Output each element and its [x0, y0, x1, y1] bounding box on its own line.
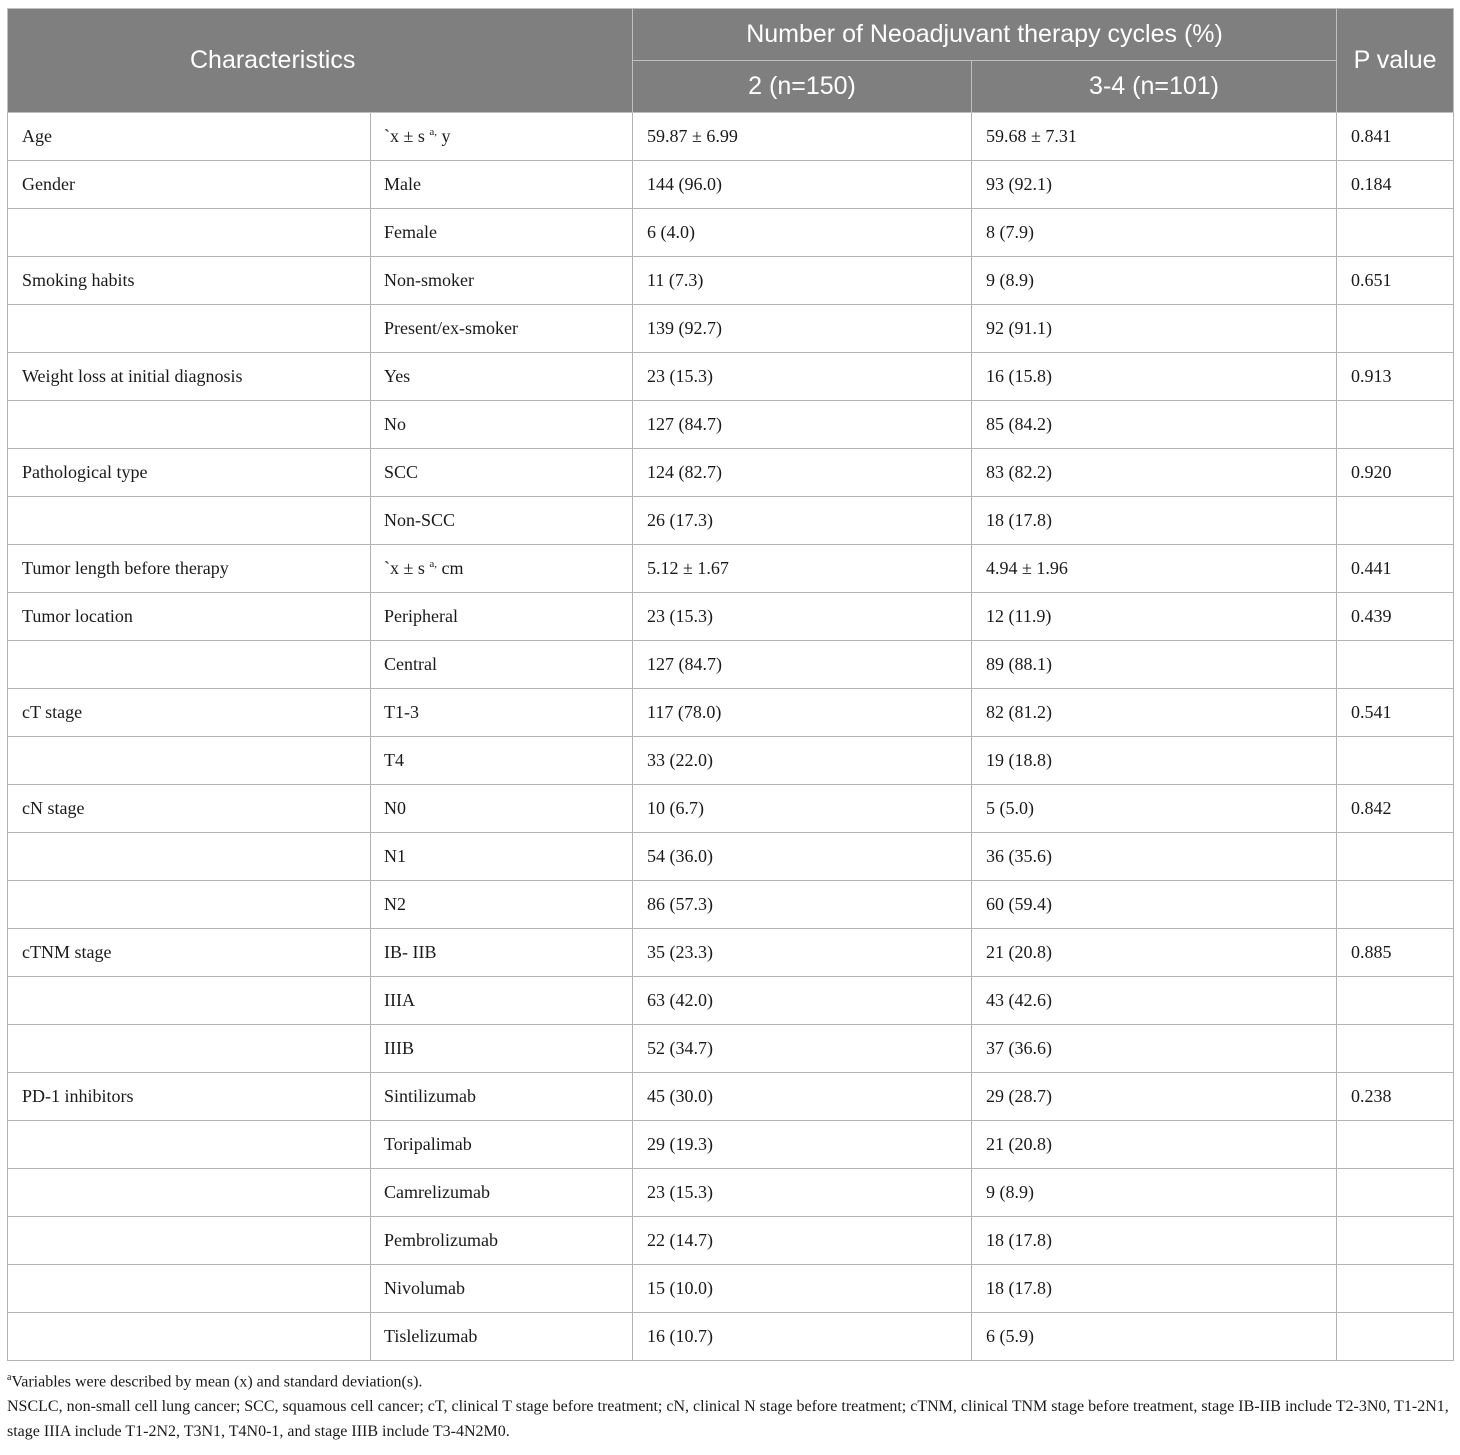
cell-pvalue	[1337, 1025, 1454, 1073]
cell-pvalue	[1337, 305, 1454, 353]
cell-characteristic	[8, 401, 371, 449]
footnote-mark: a,	[429, 126, 438, 138]
cell-pvalue	[1337, 497, 1454, 545]
cell-characteristic	[8, 977, 371, 1025]
header-pvalue: P value	[1337, 9, 1454, 113]
cell-pvalue: 0.913	[1337, 353, 1454, 401]
cell-characteristic: Tumor location	[8, 593, 371, 641]
cell-cycles-3-4: 6 (5.9)	[972, 1313, 1337, 1361]
cell-pvalue	[1337, 1169, 1454, 1217]
cell-subcategory: IB- IIB	[371, 929, 633, 977]
cell-cycles-2: 5.12 ± 1.67	[633, 545, 972, 593]
table-body	[8, 113, 1454, 1361]
cell-cycles-2: 26 (17.3)	[633, 497, 972, 545]
cell-characteristic	[8, 641, 371, 689]
cell-cycles-3-4: 37 (36.6)	[972, 1025, 1337, 1073]
cell-pvalue: 0.441	[1337, 545, 1454, 593]
cell-cycles-2: 127 (84.7)	[633, 641, 972, 689]
cell-pvalue	[1337, 209, 1454, 257]
cell-characteristic: cT stage	[8, 689, 371, 737]
cell-pvalue: 0.885	[1337, 929, 1454, 977]
footnote-mark: a,	[429, 558, 438, 570]
cell-pvalue	[1337, 1265, 1454, 1313]
cell-cycles-2: 144 (96.0)	[633, 161, 972, 209]
table-row	[8, 1025, 1454, 1073]
cell-cycles-2: 127 (84.7)	[633, 401, 972, 449]
cell-characteristic: PD-1 inhibitors	[8, 1073, 371, 1121]
cell-subcategory: Pembrolizumab	[371, 1217, 633, 1265]
cell-cycles-3-4: 36 (35.6)	[972, 833, 1337, 881]
cell-pvalue	[1337, 401, 1454, 449]
cell-pvalue	[1337, 833, 1454, 881]
cell-subcategory: No	[371, 401, 633, 449]
cell-pvalue	[1337, 977, 1454, 1025]
table-row	[8, 929, 1454, 977]
cell-characteristic: cN stage	[8, 785, 371, 833]
cell-cycles-3-4: 4.94 ± 1.96	[972, 545, 1337, 593]
table-row	[8, 977, 1454, 1025]
table-row	[8, 305, 1454, 353]
table-row	[8, 353, 1454, 401]
cell-subcategory: Nivolumab	[371, 1265, 633, 1313]
cell-cycles-3-4: 83 (82.2)	[972, 449, 1337, 497]
cell-subcategory: Peripheral	[371, 593, 633, 641]
cell-cycles-2: 11 (7.3)	[633, 257, 972, 305]
table-row	[8, 449, 1454, 497]
cell-cycles-3-4: 59.68 ± 7.31	[972, 113, 1337, 161]
footnote-abbreviations: NSCLC, non-small cell lung cancer; SCC, squamous cell cancer; cT, clinical T stage before treatment; cN, clinical N stage before treatment; cTNM, clinical TNM stage before treatment, stage IB-IIB include T2-3N0, T1-2N1, stage IIIA include T1-2N2, T3N1, T4N0-1, and stage IIIB include T3-4N2M0.	[7, 1398, 1449, 1441]
cell-characteristic	[8, 737, 371, 785]
table-row	[8, 1313, 1454, 1361]
cell-characteristic: Tumor length before therapy	[8, 545, 371, 593]
table-container	[7, 8, 1453, 1444]
cell-subcategory: N0	[371, 785, 633, 833]
cell-cycles-3-4: 21 (20.8)	[972, 1121, 1337, 1169]
header-col-3-4: 3-4 (n=101)	[972, 61, 1337, 113]
subcategory-unit: y	[437, 126, 451, 146]
footnote-a-mark: a	[7, 1372, 12, 1383]
table-row	[8, 785, 1454, 833]
cell-subcategory: IIIA	[371, 977, 633, 1025]
table-row	[8, 1121, 1454, 1169]
table-header	[8, 9, 1454, 113]
cell-characteristic	[8, 305, 371, 353]
cell-cycles-2: 23 (15.3)	[633, 1169, 972, 1217]
cell-cycles-2: 124 (82.7)	[633, 449, 972, 497]
cell-cycles-2: 6 (4.0)	[633, 209, 972, 257]
table-row	[8, 209, 1454, 257]
cell-cycles-2: 45 (30.0)	[633, 1073, 972, 1121]
cell-cycles-3-4: 18 (17.8)	[972, 1265, 1337, 1313]
cell-characteristic	[8, 497, 371, 545]
cell-pvalue	[1337, 737, 1454, 785]
cell-cycles-3-4: 43 (42.6)	[972, 977, 1337, 1025]
cell-cycles-3-4: 89 (88.1)	[972, 641, 1337, 689]
cell-characteristic: Age	[8, 113, 371, 161]
footnote-a	[7, 1365, 1453, 1394]
subcategory-text: `x ± s	[384, 126, 430, 146]
header-characteristics: Characteristics	[8, 9, 633, 113]
subcategory-text: `x ± s	[384, 558, 430, 578]
cell-subcategory: Non-smoker	[371, 257, 633, 305]
cell-cycles-2: 54 (36.0)	[633, 833, 972, 881]
cell-subcategory: N1	[371, 833, 633, 881]
cell-cycles-2: 117 (78.0)	[633, 689, 972, 737]
cell-pvalue: 0.841	[1337, 113, 1454, 161]
cell-pvalue	[1337, 881, 1454, 929]
table-row	[8, 881, 1454, 929]
cell-cycles-3-4: 18 (17.8)	[972, 1217, 1337, 1265]
table-row	[8, 593, 1454, 641]
cell-subcategory: Yes	[371, 353, 633, 401]
table-row	[8, 833, 1454, 881]
table-row	[8, 161, 1454, 209]
cell-cycles-2: 63 (42.0)	[633, 977, 972, 1025]
cell-cycles-3-4: 60 (59.4)	[972, 881, 1337, 929]
table-row	[8, 689, 1454, 737]
cell-characteristic	[8, 1313, 371, 1361]
table-row	[8, 1217, 1454, 1265]
cell-cycles-3-4: 85 (84.2)	[972, 401, 1337, 449]
table-row	[8, 257, 1454, 305]
cell-characteristic	[8, 881, 371, 929]
cell-pvalue: 0.842	[1337, 785, 1454, 833]
cell-cycles-3-4: 9 (8.9)	[972, 1169, 1337, 1217]
cell-cycles-2: 23 (15.3)	[633, 353, 972, 401]
cell-pvalue	[1337, 641, 1454, 689]
cell-subcategory: Tislelizumab	[371, 1313, 633, 1361]
cell-cycles-3-4: 18 (17.8)	[972, 497, 1337, 545]
cell-cycles-3-4: 8 (7.9)	[972, 209, 1337, 257]
subcategory-unit: cm	[437, 558, 464, 578]
cell-subcategory: Female	[371, 209, 633, 257]
footnotes	[7, 1365, 1453, 1444]
cell-characteristic	[8, 1217, 371, 1265]
cell-pvalue	[1337, 1217, 1454, 1265]
cell-cycles-2: 59.87 ± 6.99	[633, 113, 972, 161]
table-row	[8, 545, 1454, 593]
cell-characteristic: Weight loss at initial diagnosis	[8, 353, 371, 401]
cell-cycles-3-4: 12 (11.9)	[972, 593, 1337, 641]
cell-subcategory: SCC	[371, 449, 633, 497]
cell-pvalue: 0.651	[1337, 257, 1454, 305]
header-group-title: Number of Neoadjuvant therapy cycles (%)	[633, 9, 1337, 61]
cell-pvalue: 0.439	[1337, 593, 1454, 641]
cell-cycles-3-4: 16 (15.8)	[972, 353, 1337, 401]
footnote-a-text: Variables were described by mean (x) and standard deviation(s).	[11, 1373, 423, 1391]
cell-pvalue	[1337, 1313, 1454, 1361]
cell-cycles-2: 139 (92.7)	[633, 305, 972, 353]
cell-characteristic: Smoking habits	[8, 257, 371, 305]
cell-cycles-3-4: 21 (20.8)	[972, 929, 1337, 977]
table-row	[8, 497, 1454, 545]
cell-subcategory: N2	[371, 881, 633, 929]
cell-characteristic	[8, 1025, 371, 1073]
cell-cycles-3-4: 29 (28.7)	[972, 1073, 1337, 1121]
cell-pvalue: 0.541	[1337, 689, 1454, 737]
cell-subcategory	[371, 545, 633, 593]
cell-cycles-2: 33 (22.0)	[633, 737, 972, 785]
cell-subcategory: IIIB	[371, 1025, 633, 1073]
cell-characteristic	[8, 1265, 371, 1313]
cell-cycles-2: 15 (10.0)	[633, 1265, 972, 1313]
cell-characteristic: Pathological type	[8, 449, 371, 497]
cell-cycles-2: 35 (23.3)	[633, 929, 972, 977]
cell-characteristic	[8, 209, 371, 257]
cell-cycles-2: 29 (19.3)	[633, 1121, 972, 1169]
cell-subcategory: T4	[371, 737, 633, 785]
table-row	[8, 113, 1454, 161]
table-row	[8, 1073, 1454, 1121]
cell-cycles-2: 16 (10.7)	[633, 1313, 972, 1361]
cell-subcategory: Toripalimab	[371, 1121, 633, 1169]
cell-subcategory: Male	[371, 161, 633, 209]
cell-cycles-3-4: 92 (91.1)	[972, 305, 1337, 353]
cell-subcategory: T1-3	[371, 689, 633, 737]
cell-cycles-2: 52 (34.7)	[633, 1025, 972, 1073]
cell-cycles-3-4: 82 (81.2)	[972, 689, 1337, 737]
cell-cycles-3-4: 5 (5.0)	[972, 785, 1337, 833]
table-row	[8, 401, 1454, 449]
cell-cycles-2: 10 (6.7)	[633, 785, 972, 833]
cell-cycles-3-4: 19 (18.8)	[972, 737, 1337, 785]
cell-pvalue: 0.920	[1337, 449, 1454, 497]
cell-pvalue: 0.184	[1337, 161, 1454, 209]
cell-subcategory: Camrelizumab	[371, 1169, 633, 1217]
cell-cycles-3-4: 9 (8.9)	[972, 257, 1337, 305]
cell-cycles-2: 23 (15.3)	[633, 593, 972, 641]
header-col-2: 2 (n=150)	[633, 61, 972, 113]
cell-cycles-2: 22 (14.7)	[633, 1217, 972, 1265]
characteristics-table	[7, 8, 1454, 1361]
cell-characteristic: Gender	[8, 161, 371, 209]
cell-characteristic	[8, 1169, 371, 1217]
cell-characteristic	[8, 1121, 371, 1169]
cell-cycles-3-4: 93 (92.1)	[972, 161, 1337, 209]
cell-subcategory: Present/ex-smoker	[371, 305, 633, 353]
cell-characteristic	[8, 833, 371, 881]
cell-pvalue: 0.238	[1337, 1073, 1454, 1121]
cell-cycles-2: 86 (57.3)	[633, 881, 972, 929]
cell-subcategory	[371, 113, 633, 161]
cell-subcategory: Non-SCC	[371, 497, 633, 545]
cell-subcategory: Sintilizumab	[371, 1073, 633, 1121]
cell-subcategory: Central	[371, 641, 633, 689]
table-row	[8, 737, 1454, 785]
table-row	[8, 1265, 1454, 1313]
cell-characteristic: cTNM stage	[8, 929, 371, 977]
table-row	[8, 641, 1454, 689]
table-row	[8, 1169, 1454, 1217]
cell-pvalue	[1337, 1121, 1454, 1169]
